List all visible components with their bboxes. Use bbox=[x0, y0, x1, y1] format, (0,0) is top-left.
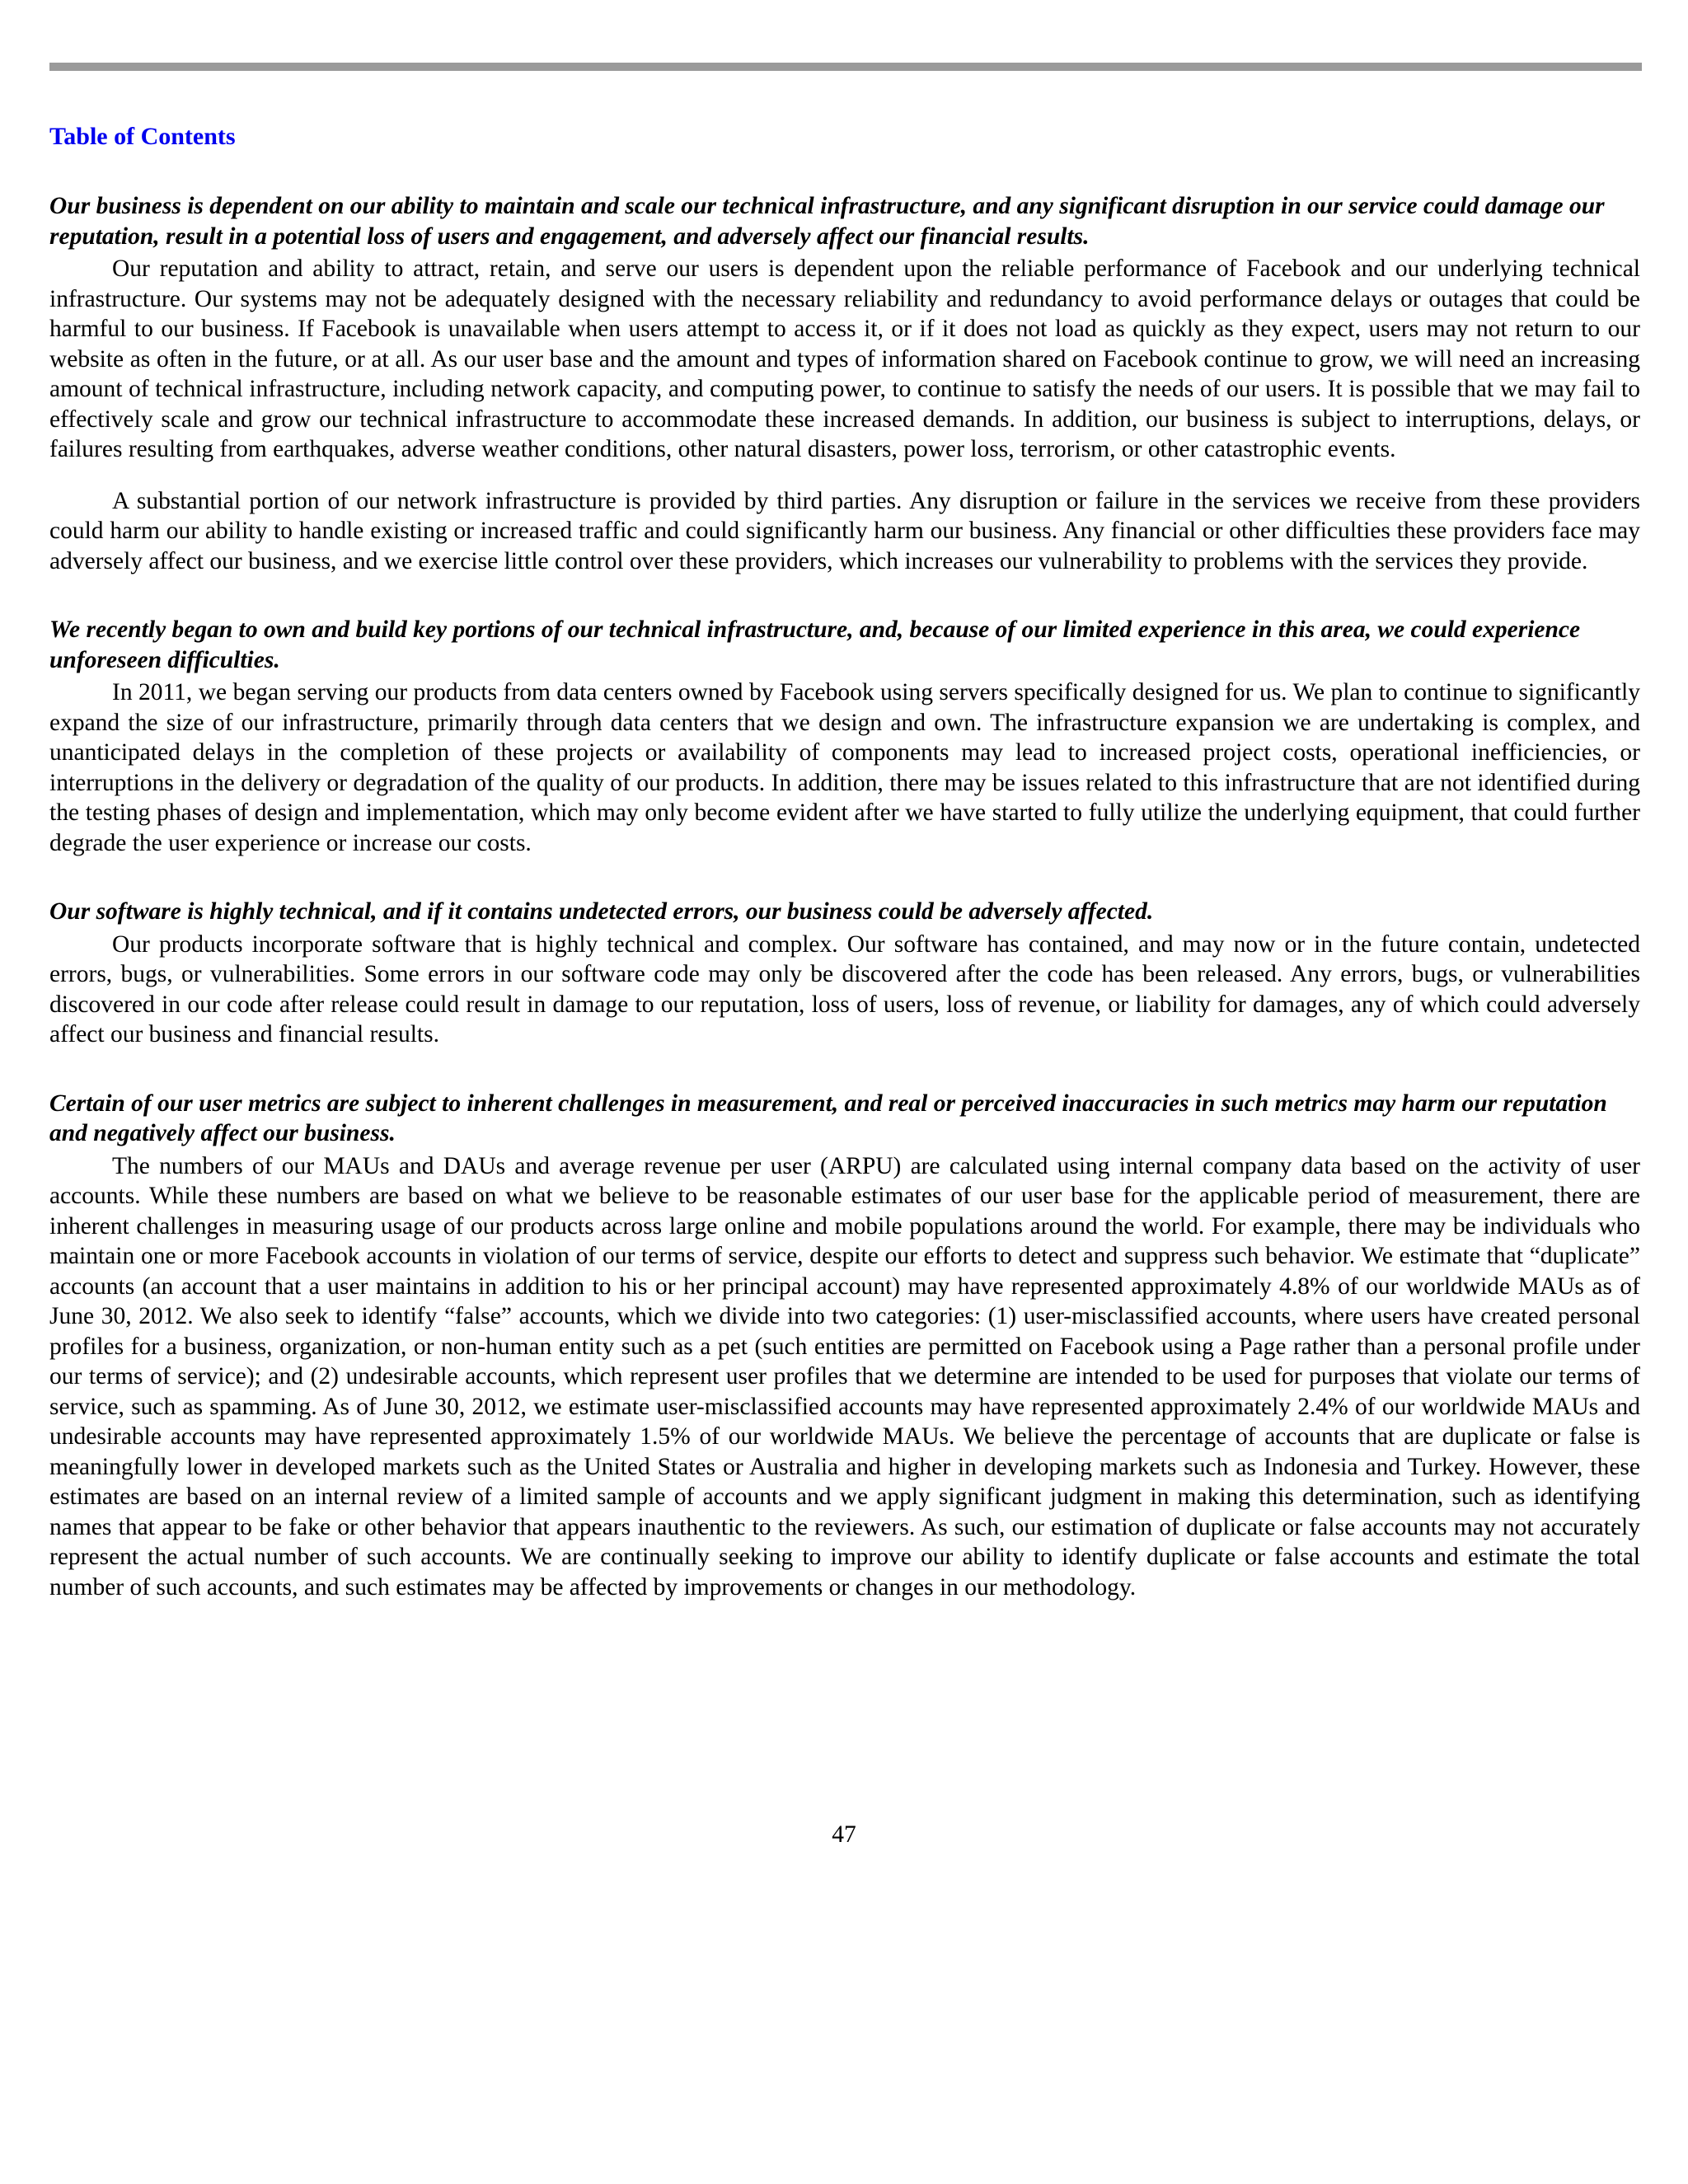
table-of-contents-link[interactable]: Table of Contents bbox=[49, 123, 236, 150]
risk-section-own-infrastructure bbox=[49, 615, 1640, 858]
page-number: 47 bbox=[832, 1821, 856, 1848]
body-paragraph: A substantial portion of our network infrastructure is provided by third parties. Any disruption or failure in the services we receive from these providers could harm our ability to handle existing or increased traffic and could significantly harm our business. Any financial or other difficulties these providers face may adversely affect our business, and we exercise little control over these providers, which increases our vulnerability to problems with the services they provide. bbox=[49, 487, 1640, 574]
body-paragraph: In 2011, we began serving our products from data centers owned by Facebook using servers specifically designed for us. We plan to continue to significantly expand the size of our infrastructure, primarily through data centers that we design and own. The infrastructure expansion we are undertaking is complex, and unanticipated delays in the completion of these projects or availability of components may lead to increased project costs, operational inefficiencies, or interruptions in the delivery or degradation of the quality of our products. In addition, there may be issues related to this infrastructure that are not identified during the testing phases of design and implementation, which may only become evident after we have started to fully utilize the underlying equipment, that could further degrade the user experience or increase our costs. bbox=[49, 679, 1640, 856]
body-paragraph: Our products incorporate software that is highly technical and complex. Our software has contained, and may now or in the future contain, undetected errors, bugs, or vulnerabilities. Some errors in our software code may only be discovered after the code has been released. Any errors, bugs, or vulnerabilities discovered in our code after release could result in damage to our reputation, loss of users, loss of revenue, or liability for damages, any of which could adversely affect our business and financial results. bbox=[49, 930, 1640, 1047]
body-paragraph: Our reputation and ability to attract, retain, and serve our users is dependent upon the reliable performance of Facebook and our underlying technical infrastructure. Our systems may not be adequately designed with the necessary reliability and redundancy to avoid performance delays or outages that could be harmful to our business. If Facebook is unavailable when users attempt to access it, or if it does not load as quickly as they expect, users may not return to our website as often in the future, or at all. As our user base and the amount and types of information shared on Facebook continue to grow, we will need an increasing amount of technical infrastructure, including network capacity, and computing power, to continue to satisfy the needs of our users. It is possible that we may fail to effectively scale and grow our technical infrastructure to accommodate these increased demands. In addition, our business is subject to interruptions, delays, or failures resulting from earthquakes, adverse weather conditions, other natural disasters, power loss, terrorism, or other catastrophic events. bbox=[49, 255, 1640, 462]
document-body bbox=[49, 122, 1640, 1602]
risk-section-user-metrics bbox=[49, 1089, 1640, 1603]
top-divider bbox=[49, 63, 1642, 71]
risk-section-software bbox=[49, 897, 1640, 1050]
risk-section-infrastructure bbox=[49, 191, 1640, 576]
section-heading: Our business is dependent on our ability to maintain and scale our technical infrastructure, and any significant disruption in our service could damage our reputation, result in a potential loss of users and engagement, and adversely affect our financial results. bbox=[49, 193, 1605, 250]
section-heading: Certain of our user metrics are subject to inherent challenges in measurement, and real or perceived inaccuracies in such metrics may harm our reputation and negatively affect our business. bbox=[49, 1090, 1607, 1146]
section-heading: We recently began to own and build key portions of our technical infrastructure, and, because of our limited experience in this area, we could experience unforeseen difficulties. bbox=[49, 616, 1581, 673]
body-paragraph: The numbers of our MAUs and DAUs and average revenue per user (ARPU) are calculated using internal company data based on the activity of user accounts. While these numbers are based on what we believe to be reasonable estimates of our user base for the applicable period of measurement, there are inherent challenges in measuring usage of our products across large online and mobile populations around the world. For example, there may be individuals who maintain one or more Facebook accounts in violation of our terms of service, despite our efforts to detect and suppress such behavior. We estimate that “duplicate” accounts (an account that a user maintains in addition to his or her principal account) may have represented approximately 4.8% of our worldwide MAUs as of June 30, 2012. We also seek to identify “false” accounts, which we divide into two categories: (1) user-misclassified accounts, where users have created personal profiles for a business, organization, or non-human entity such as a pet (such entities are permitted on Facebook using a Page rather than a personal profile under our terms of service); and (2) undesirable accounts, which represent user profiles that we determine are intended to be used for purposes that violate our terms of service, such as spamming. As of June 30, 2012, we estimate user-misclassified accounts may have represented approximately 2.4% of our worldwide MAUs and undesirable accounts may have represented approximately 1.5% of our worldwide MAUs. We believe the percentage of accounts that are duplicate or false is meaningfully lower in developed markets such as the United States or Australia and higher in developing markets such as Indonesia and Turkey. However, these estimates are based on an internal review of a limited sample of accounts and we apply significant judgment in making this determination, such as identifying names that appear to be fake or other behavior that appears inauthentic to the reviewers. As such, our estimation of duplicate or false accounts may not accurately represent the actual number of such accounts. We are continually seeking to improve our ability to identify duplicate or false accounts and estimate the total number of such accounts, and such estimates may be affected by improvements or changes in our methodology. bbox=[49, 1152, 1640, 1601]
section-heading: Our software is highly technical, and if it contains undetected errors, our business could be adversely affected. bbox=[49, 898, 1154, 925]
